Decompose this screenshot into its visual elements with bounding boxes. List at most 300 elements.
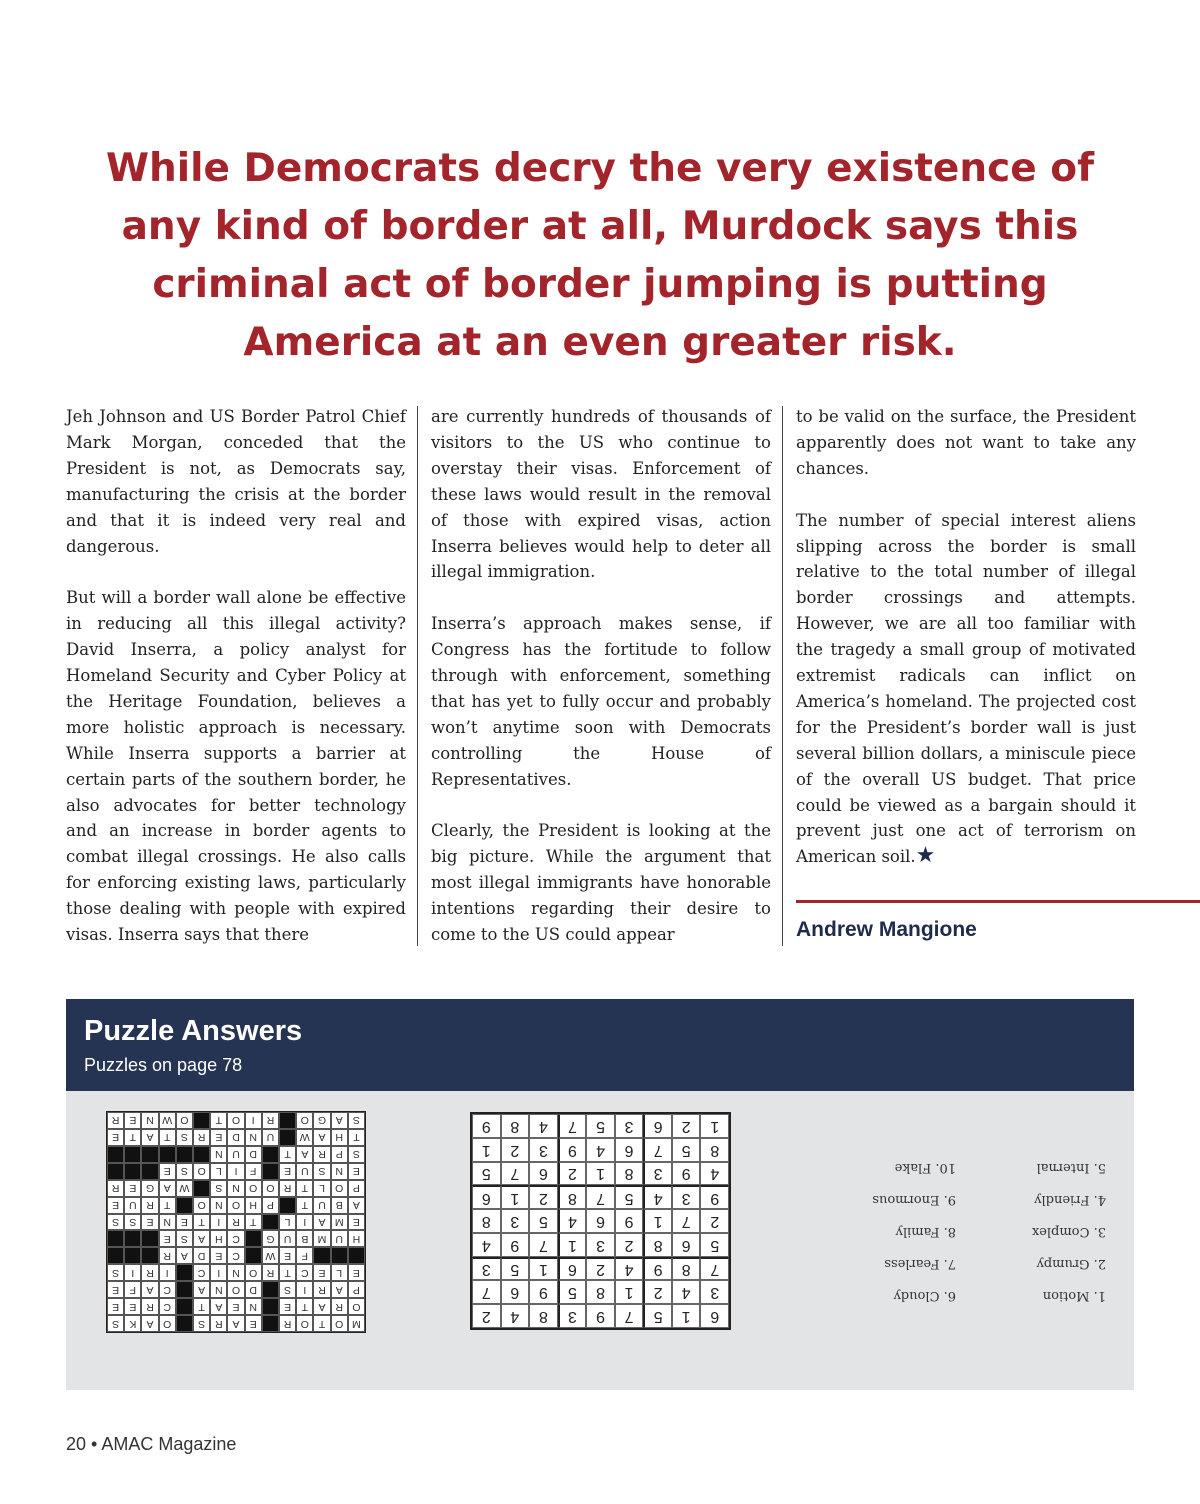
sudoku-cell: 6 <box>615 1138 644 1162</box>
answer-item: 8. Family <box>895 1224 956 1239</box>
crossword-cell: S <box>210 1180 227 1197</box>
answer-item: 6. Cloudy <box>893 1288 956 1303</box>
sudoku-cell: 7 <box>558 1114 587 1138</box>
crossword-black-cell <box>107 1146 124 1163</box>
sudoku-cell: 7 <box>643 1138 672 1162</box>
sudoku-cell: 5 <box>643 1304 672 1328</box>
crossword-cell: O <box>245 1180 262 1197</box>
crossword-black-cell <box>262 1298 279 1315</box>
crossword-cell: F <box>124 1281 141 1298</box>
crossword-cell: O <box>159 1315 176 1332</box>
crossword-cell: R <box>107 1180 124 1197</box>
crossword-cell: T <box>296 1298 313 1315</box>
paragraph: to be valid on the surface, the President apparently does not want to take any chances. <box>796 407 1136 478</box>
crossword-cell: W <box>296 1129 313 1146</box>
crossword-black-cell <box>141 1247 158 1264</box>
crossword-cell: S <box>348 1112 365 1129</box>
crossword-cell: E <box>159 1230 176 1247</box>
crossword-cell: T <box>296 1180 313 1197</box>
crossword-cell: I <box>245 1112 262 1129</box>
crossword-cell: T <box>279 1146 296 1163</box>
sudoku-cell: 2 <box>558 1162 587 1186</box>
crossword-black-cell <box>193 1146 210 1163</box>
crossword-black-cell <box>124 1247 141 1264</box>
crossword-cell: D <box>193 1247 210 1264</box>
sudoku-cell: 5 <box>672 1138 701 1162</box>
crossword-cell: S <box>193 1315 210 1332</box>
answer-item: 3. Complex <box>1031 1224 1106 1239</box>
crossword-black-cell <box>245 1247 262 1264</box>
sudoku-cell: 2 <box>529 1185 558 1209</box>
sudoku-cell: 6 <box>529 1162 558 1186</box>
sudoku-cell: 5 <box>558 1280 587 1304</box>
sudoku-cell: 4 <box>643 1185 672 1209</box>
crossword-black-cell <box>107 1230 124 1247</box>
sudoku-cell: 7 <box>672 1209 701 1233</box>
paragraph <box>796 508 1136 871</box>
crossword-cell: N <box>227 1180 244 1197</box>
crossword-cell: D <box>245 1146 262 1163</box>
crossword-cell: A <box>348 1197 365 1214</box>
crossword-cell: A <box>159 1180 176 1197</box>
crossword-cell: T <box>348 1129 365 1146</box>
sudoku-cell: 9 <box>558 1138 587 1162</box>
crossword-cell: E <box>176 1214 193 1231</box>
crossword-cell: O <box>176 1112 193 1129</box>
answer-item: 7. Fearless <box>884 1256 956 1271</box>
pull-quote: While Democrats decry the very existence of any kind of border at all, Murdock says this criminal act of border jumping is putting America at an even greater risk. <box>105 146 1095 365</box>
sudoku-cell: 6 <box>558 1257 587 1281</box>
sudoku-cell: 9 <box>615 1209 644 1233</box>
sudoku-cell: 8 <box>700 1138 729 1162</box>
crossword-cell: A <box>227 1315 244 1332</box>
crossword-cell: N <box>210 1146 227 1163</box>
crossword-cell: H <box>348 1230 365 1247</box>
word-scramble-answers <box>836 1151 1106 1311</box>
author-byline: Andrew Mangione <box>796 918 977 941</box>
crossword-cell: A <box>296 1146 313 1163</box>
sudoku-cell: 3 <box>700 1280 729 1304</box>
crossword-cell: N <box>141 1112 158 1129</box>
paragraph-text: The number of special interest aliens slipping across the border is small relative to the total number of illegal border crossings and attempts. However, we are all too familiar with the tragedy a small group of motivated extremist radicals can inflict on America’s homeland. The projected cost for the President’s border wall is just several billion dollars, a miniscule piece of the overall US budget. That price could be viewed as a bargain should it prevent just one act of terrorism on American soil. <box>796 510 1136 867</box>
crossword-cell: I <box>296 1214 313 1231</box>
crossword-cell: N <box>331 1163 348 1180</box>
sudoku-cell: 8 <box>472 1209 501 1233</box>
crossword-cell: E <box>313 1264 330 1281</box>
crossword-cell: S <box>107 1264 124 1281</box>
sudoku-answer-grid <box>470 1112 731 1330</box>
sudoku-cell: 5 <box>615 1185 644 1209</box>
star-icon: ★ <box>915 843 936 869</box>
sudoku-cell: 2 <box>700 1209 729 1233</box>
crossword-black-cell <box>176 1281 193 1298</box>
crossword-cell: A <box>141 1281 158 1298</box>
sudoku-cell: 2 <box>586 1257 615 1281</box>
sudoku-cell: 4 <box>472 1233 501 1257</box>
crossword-cell: L <box>279 1214 296 1231</box>
sudoku-cell: 4 <box>501 1304 530 1328</box>
crossword-black-cell <box>176 1298 193 1315</box>
crossword-cell: E <box>348 1163 365 1180</box>
crossword-cell: R <box>262 1264 279 1281</box>
crossword-cell: D <box>227 1129 244 1146</box>
crossword-black-cell <box>262 1315 279 1332</box>
sudoku-cell: 2 <box>643 1280 672 1304</box>
crossword-cell: N <box>159 1214 176 1231</box>
sudoku-cell: 1 <box>672 1304 701 1328</box>
sudoku-cell: 7 <box>501 1162 530 1186</box>
crossword-black-cell <box>176 1315 193 1332</box>
sudoku-cell: 8 <box>643 1233 672 1257</box>
sudoku-cell: 7 <box>472 1280 501 1304</box>
crossword-black-cell <box>193 1112 210 1129</box>
crossword-cell: C <box>193 1264 210 1281</box>
answers-column-left <box>976 1151 1106 1311</box>
crossword-cell: I <box>159 1264 176 1281</box>
crossword-cell: C <box>296 1264 313 1281</box>
sudoku-cell: 5 <box>586 1114 615 1138</box>
crossword-cell: M <box>313 1230 330 1247</box>
crossword-black-cell <box>176 1197 193 1214</box>
crossword-cell: A <box>313 1129 330 1146</box>
crossword-cell: H <box>210 1230 227 1247</box>
crossword-cell: O <box>331 1180 348 1197</box>
crossword-cell: I <box>124 1264 141 1281</box>
author-divider <box>796 900 1200 903</box>
sudoku-cell: 8 <box>615 1162 644 1186</box>
crossword-black-cell <box>279 1197 296 1214</box>
crossword-cell: P <box>348 1180 365 1197</box>
crossword-cell: U <box>227 1146 244 1163</box>
crossword-cell: I <box>210 1214 227 1231</box>
crossword-cell: F <box>245 1163 262 1180</box>
crossword-cell: N <box>210 1281 227 1298</box>
crossword-cell: W <box>159 1112 176 1129</box>
crossword-black-cell <box>262 1163 279 1180</box>
puzzle-answers-panel <box>66 1091 1134 1390</box>
crossword-black-cell <box>141 1146 158 1163</box>
crossword-cell: O <box>227 1112 244 1129</box>
crossword-cell: I <box>210 1264 227 1281</box>
sudoku-cell: 8 <box>672 1257 701 1281</box>
sudoku-cell: 4 <box>529 1114 558 1138</box>
crossword-cell: S <box>176 1230 193 1247</box>
crossword-black-cell <box>262 1214 279 1231</box>
puzzle-subtitle: Puzzles on page 78 <box>84 1055 243 1075</box>
crossword-cell: E <box>124 1180 141 1197</box>
crossword-cell: A <box>331 1281 348 1298</box>
crossword-cell: A <box>141 1129 158 1146</box>
answer-item: 9. Enormous <box>872 1192 956 1207</box>
crossword-cell: P <box>262 1197 279 1214</box>
sudoku-cell: 3 <box>472 1257 501 1281</box>
crossword-black-cell <box>331 1247 348 1264</box>
puzzle-title: Puzzle Answers <box>84 1015 303 1047</box>
crossword-cell: T <box>193 1298 210 1315</box>
crossword-cell: S <box>176 1163 193 1180</box>
sudoku-cell: 2 <box>615 1233 644 1257</box>
crossword-black-cell <box>262 1146 279 1163</box>
crossword-answer-grid <box>106 1111 366 1333</box>
crossword-cell: S <box>124 1214 141 1231</box>
crossword-cell: C <box>159 1281 176 1298</box>
crossword-cell: U <box>331 1230 348 1247</box>
sudoku-cell: 4 <box>615 1257 644 1281</box>
crossword-cell: R <box>210 1315 227 1332</box>
crossword-black-cell <box>262 1281 279 1298</box>
crossword-cell: E <box>210 1247 227 1264</box>
crossword-cell: M <box>331 1214 348 1231</box>
crossword-cell: E <box>159 1163 176 1180</box>
crossword-cell: T <box>159 1197 176 1214</box>
sudoku-cell: 6 <box>672 1233 701 1257</box>
crossword-cell: G <box>262 1230 279 1247</box>
crossword-cell: A <box>193 1281 210 1298</box>
crossword-black-cell <box>107 1163 124 1180</box>
crossword-cell: S <box>107 1315 124 1332</box>
crossword-cell: O <box>227 1281 244 1298</box>
answer-item: 10. Flake <box>894 1160 956 1175</box>
crossword-black-cell <box>176 1264 193 1281</box>
crossword-cell: U <box>262 1129 279 1146</box>
crossword-cell: G <box>141 1180 158 1197</box>
crossword-cell: U <box>124 1197 141 1214</box>
crossword-cell: E <box>210 1129 227 1146</box>
crossword-cell: L <box>331 1264 348 1281</box>
article-column-1 <box>66 404 406 948</box>
crossword-cell: N <box>245 1298 262 1315</box>
sudoku-cell: 1 <box>615 1280 644 1304</box>
crossword-cell: R <box>227 1214 244 1231</box>
sudoku-cell: 3 <box>586 1233 615 1257</box>
crossword-cell: A <box>210 1298 227 1315</box>
crossword-cell: P <box>348 1281 365 1298</box>
crossword-cell: E <box>124 1112 141 1129</box>
crossword-black-cell <box>348 1247 365 1264</box>
crossword-cell: E <box>124 1298 141 1315</box>
crossword-cell: A <box>193 1230 210 1247</box>
crossword-black-cell <box>107 1247 124 1264</box>
crossword-cell: C <box>227 1247 244 1264</box>
crossword-cell: O <box>296 1315 313 1332</box>
crossword-cell: L <box>210 1163 227 1180</box>
sudoku-cell: 2 <box>672 1114 701 1138</box>
sudoku-cell: 8 <box>586 1280 615 1304</box>
crossword-cell: S <box>279 1281 296 1298</box>
crossword-cell: O <box>296 1112 313 1129</box>
sudoku-cell: 5 <box>501 1257 530 1281</box>
sudoku-cell: 6 <box>586 1209 615 1233</box>
sudoku-cell: 9 <box>672 1162 701 1186</box>
crossword-cell: I <box>296 1281 313 1298</box>
crossword-cell: A <box>176 1247 193 1264</box>
sudoku-cell: 2 <box>472 1304 501 1328</box>
crossword-cell: P <box>331 1146 348 1163</box>
crossword-cell: E <box>227 1298 244 1315</box>
crossword-black-cell <box>141 1163 158 1180</box>
crossword-cell: R <box>159 1247 176 1264</box>
sudoku-cell: 4 <box>586 1138 615 1162</box>
crossword-black-cell <box>124 1146 141 1163</box>
crossword-cell: U <box>296 1163 313 1180</box>
sudoku-cell: 8 <box>558 1185 587 1209</box>
crossword-cell: I <box>227 1163 244 1180</box>
crossword-cell: D <box>245 1281 262 1298</box>
sudoku-cell: 3 <box>615 1114 644 1138</box>
crossword-cell: E <box>279 1247 296 1264</box>
sudoku-cell: 8 <box>501 1114 530 1138</box>
column-divider <box>417 406 418 946</box>
crossword-cell: E <box>279 1163 296 1180</box>
crossword-cell: R <box>279 1180 296 1197</box>
crossword-cell: C <box>159 1298 176 1315</box>
crossword-cell: F <box>296 1247 313 1264</box>
sudoku-cell: 9 <box>501 1233 530 1257</box>
crossword-cell: O <box>245 1264 262 1281</box>
sudoku-cell: 8 <box>529 1304 558 1328</box>
sudoku-cell: 3 <box>501 1209 530 1233</box>
crossword-cell: A <box>313 1298 330 1315</box>
crossword-cell: T <box>210 1112 227 1129</box>
crossword-black-cell <box>159 1146 176 1163</box>
crossword-cell: T <box>193 1214 210 1231</box>
crossword-cell: R <box>141 1264 158 1281</box>
crossword-cell: T <box>245 1214 262 1231</box>
sudoku-cell: 5 <box>472 1162 501 1186</box>
sudoku-cell: 5 <box>529 1209 558 1233</box>
crossword-cell: O <box>193 1197 210 1214</box>
crossword-cell: N <box>245 1129 262 1146</box>
crossword-cell: K <box>124 1315 141 1332</box>
crossword-cell: E <box>348 1214 365 1231</box>
crossword-cell: T <box>279 1264 296 1281</box>
sudoku-cell: 6 <box>643 1114 672 1138</box>
crossword-black-cell <box>279 1112 296 1129</box>
crossword-cell: T <box>124 1129 141 1146</box>
crossword-cell: C <box>227 1230 244 1247</box>
sudoku-cell: 7 <box>700 1257 729 1281</box>
sudoku-cell: 5 <box>700 1233 729 1257</box>
crossword-cell: E <box>348 1264 365 1281</box>
answers-column-right <box>826 1151 956 1311</box>
crossword-cell: O <box>348 1298 365 1315</box>
sudoku-cell: 7 <box>586 1185 615 1209</box>
crossword-cell: R <box>107 1112 124 1129</box>
crossword-cell: S <box>176 1129 193 1146</box>
sudoku-cell: 9 <box>643 1257 672 1281</box>
sudoku-cell: 1 <box>700 1114 729 1138</box>
paragraph: Clearly, the President is looking at the big picture. While the argument that most illegal immigrants have honorable intentions regarding their desire to come to the US could appear <box>431 821 771 945</box>
crossword-cell: R <box>141 1298 158 1315</box>
sudoku-cell: 1 <box>501 1185 530 1209</box>
answer-item: 5. Internal <box>1036 1160 1106 1175</box>
column-divider <box>782 406 783 946</box>
crossword-cell: A <box>331 1112 348 1129</box>
crossword-cell: H <box>245 1197 262 1214</box>
sudoku-cell: 4 <box>672 1280 701 1304</box>
article-column-3 <box>796 404 1136 870</box>
sudoku-cell: 4 <box>558 1209 587 1233</box>
sudoku-cell: 4 <box>700 1162 729 1186</box>
crossword-cell: N <box>227 1264 244 1281</box>
crossword-cell: E <box>141 1214 158 1231</box>
crossword-cell: O <box>262 1180 279 1197</box>
crossword-cell: N <box>210 1197 227 1214</box>
crossword-black-cell <box>124 1230 141 1247</box>
crossword-cell: S <box>313 1163 330 1180</box>
sudoku-cell: 9 <box>529 1280 558 1304</box>
sudoku-cell: 1 <box>558 1233 587 1257</box>
sudoku-cell: 1 <box>472 1138 501 1162</box>
crossword-cell: R <box>141 1197 158 1214</box>
sudoku-cell: 2 <box>501 1138 530 1162</box>
crossword-cell: O <box>331 1315 348 1332</box>
crossword-cell: E <box>107 1129 124 1146</box>
crossword-cell: S <box>107 1214 124 1231</box>
sudoku-cell: 6 <box>700 1304 729 1328</box>
crossword-cell: A <box>313 1214 330 1231</box>
crossword-black-cell <box>141 1230 158 1247</box>
crossword-cell: W <box>176 1180 193 1197</box>
crossword-cell: W <box>262 1247 279 1264</box>
sudoku-cell: 3 <box>558 1304 587 1328</box>
crossword-cell: L <box>313 1180 330 1197</box>
crossword-black-cell <box>193 1180 210 1197</box>
sudoku-cell: 9 <box>586 1304 615 1328</box>
crossword-cell: R <box>279 1315 296 1332</box>
sudoku-cell: 3 <box>672 1185 701 1209</box>
crossword-cell: U <box>313 1197 330 1214</box>
crossword-cell: A <box>141 1315 158 1332</box>
crossword-cell: G <box>313 1112 330 1129</box>
crossword-cell: R <box>313 1281 330 1298</box>
crossword-cell: R <box>313 1146 330 1163</box>
sudoku-cell: 1 <box>529 1257 558 1281</box>
crossword-cell: O <box>227 1197 244 1214</box>
crossword-cell: E <box>279 1298 296 1315</box>
crossword-cell: E <box>107 1197 124 1214</box>
paragraph: Inserra’s approach makes sense, if Congress has the fortitude to follow through with enforcement, something that has yet to fully occur and probably won’t anytime soon with Democrats controlling the House of Representatives. <box>431 614 771 789</box>
sudoku-cell: 7 <box>615 1304 644 1328</box>
crossword-cell: R <box>262 1112 279 1129</box>
crossword-cell: M <box>348 1315 365 1332</box>
sudoku-cell: 3 <box>643 1162 672 1186</box>
crossword-cell: O <box>193 1163 210 1180</box>
sudoku-cell: 7 <box>529 1233 558 1257</box>
crossword-black-cell <box>279 1129 296 1146</box>
crossword-cell: R <box>193 1129 210 1146</box>
crossword-cell: T <box>159 1129 176 1146</box>
crossword-black-cell <box>124 1163 141 1180</box>
crossword-cell: S <box>348 1146 365 1163</box>
crossword-cell: T <box>313 1315 330 1332</box>
crossword-cell: B <box>296 1230 313 1247</box>
crossword-cell: E <box>107 1281 124 1298</box>
answer-item: 1. Motion <box>1042 1288 1106 1303</box>
crossword-black-cell <box>313 1247 330 1264</box>
sudoku-cell: 9 <box>700 1185 729 1209</box>
page-footer: 20 • AMAC Magazine <box>66 1434 237 1454</box>
answer-item: 2. Grumpy <box>1036 1256 1106 1271</box>
crossword-cell: T <box>296 1197 313 1214</box>
crossword-cell: R <box>331 1298 348 1315</box>
sudoku-cell: 1 <box>586 1162 615 1186</box>
puzzle-header <box>66 999 1134 1091</box>
crossword-black-cell <box>245 1230 262 1247</box>
crossword-cell: H <box>331 1129 348 1146</box>
paragraph: But will a border wall alone be effective in reducing all this illegal activity? David Inserra, a policy analyst for Homeland Security and Cyber Policy at the Heritage Foundation, believes a more holistic approach is necessary. While Inserra supports a barrier at certain parts of the southern border, he also advocates for better technology and an increase in border agents to combat illegal crossings. He also calls for enforcing existing laws, particularly those dealing with people with expired visas. Inserra says that there <box>66 588 406 945</box>
paragraph: are currently hundreds of thousands of visitors to the US who continue to overstay their visas. Enforcement of these laws would result in the removal of those with expired visas, action Inserra believes would help to deter all illegal immigration. <box>431 407 771 582</box>
